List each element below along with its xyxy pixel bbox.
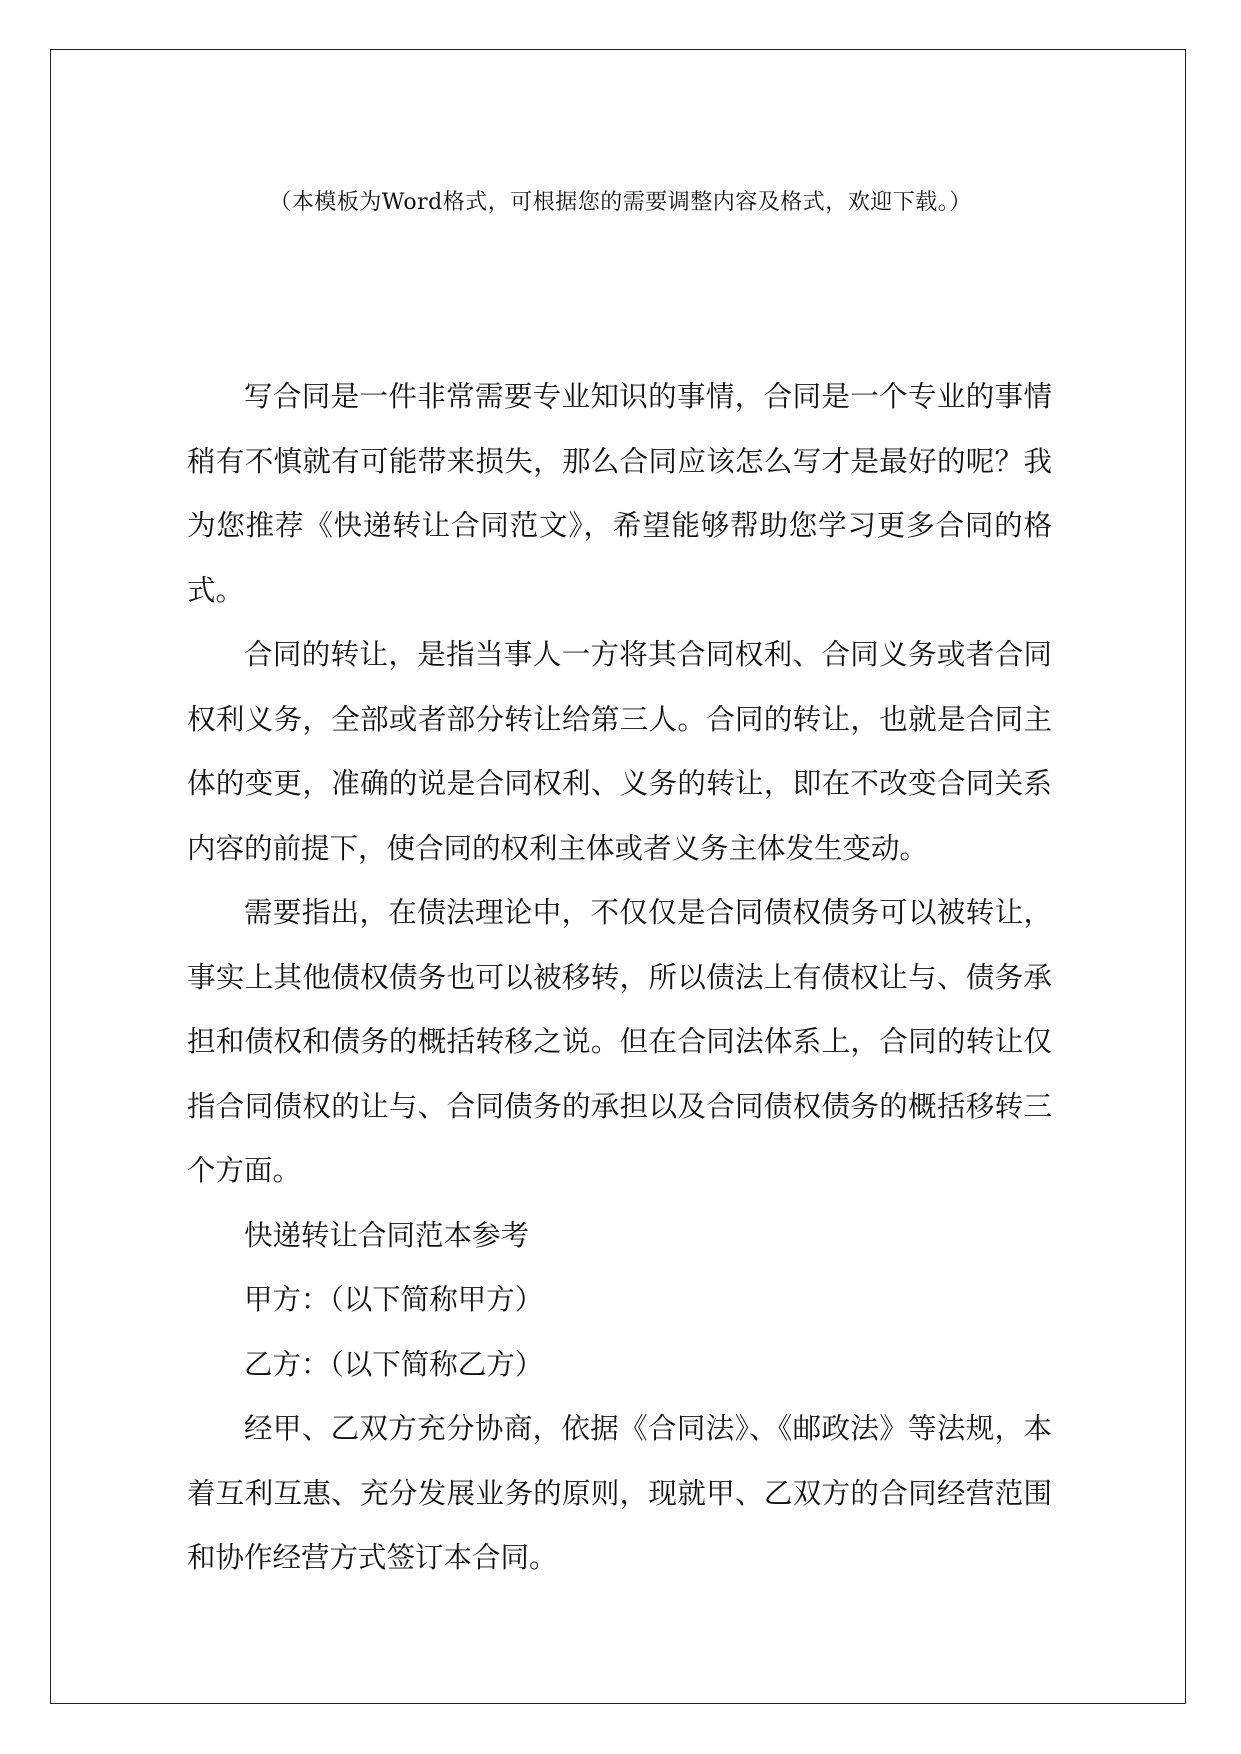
definition-paragraph: 合同的转让，是指当事人一方将其合同权利、合同义务或者合同权利义务，全部或者部分转让给第三人。合同的转让，也就是合同主体的变更，准确的说是合同权利、义务的转让，即在不改变合同关系内容的前提下，使合同的权利主体或者义务主体发生变动。 <box>187 638 1052 865</box>
agreement-paragraph: 经甲、乙双方充分协商，依据《合同法》、《邮政法》等法规，本着互利互惠、充分发展业务的原则，现就甲、乙双方的合同经营范围和协作经营方式签订本合同。 <box>187 1412 1052 1574</box>
document-body <box>187 365 1052 1591</box>
party-a-line: 甲方：（以下简称甲方） <box>244 1283 544 1316</box>
template-note: （本模板为Word格式，可根据您的需要调整内容及格式，欢迎下载。） <box>269 190 972 215</box>
party-b-line: 乙方：（以下简称乙方） <box>244 1347 544 1381</box>
sample-heading: 快递转让合同范本参考 <box>244 1218 530 1252</box>
theory-paragraph: 需要指出，在债法理论中，不仅仅是合同债权债务可以被转让，事实上其他债权债务也可以被移转，所以债法上有债权让与、债务承担和债权和债务的概括转移之说。但在合同法体系上，合同的转让仅指合同债权的让与、合同债务的承担以及合同债权债务的概括移转三个方面。 <box>187 896 1052 1187</box>
intro-paragraph: 写合同是一件非常需要专业知识的事情，合同是一个专业的事情稍有不慎就有可能带来损失，那么合同应该怎么写才是最好的呢？我为您推荐《快递转让合同范文》，希望能够帮助您学习更多合同的格式。 <box>187 380 1052 607</box>
